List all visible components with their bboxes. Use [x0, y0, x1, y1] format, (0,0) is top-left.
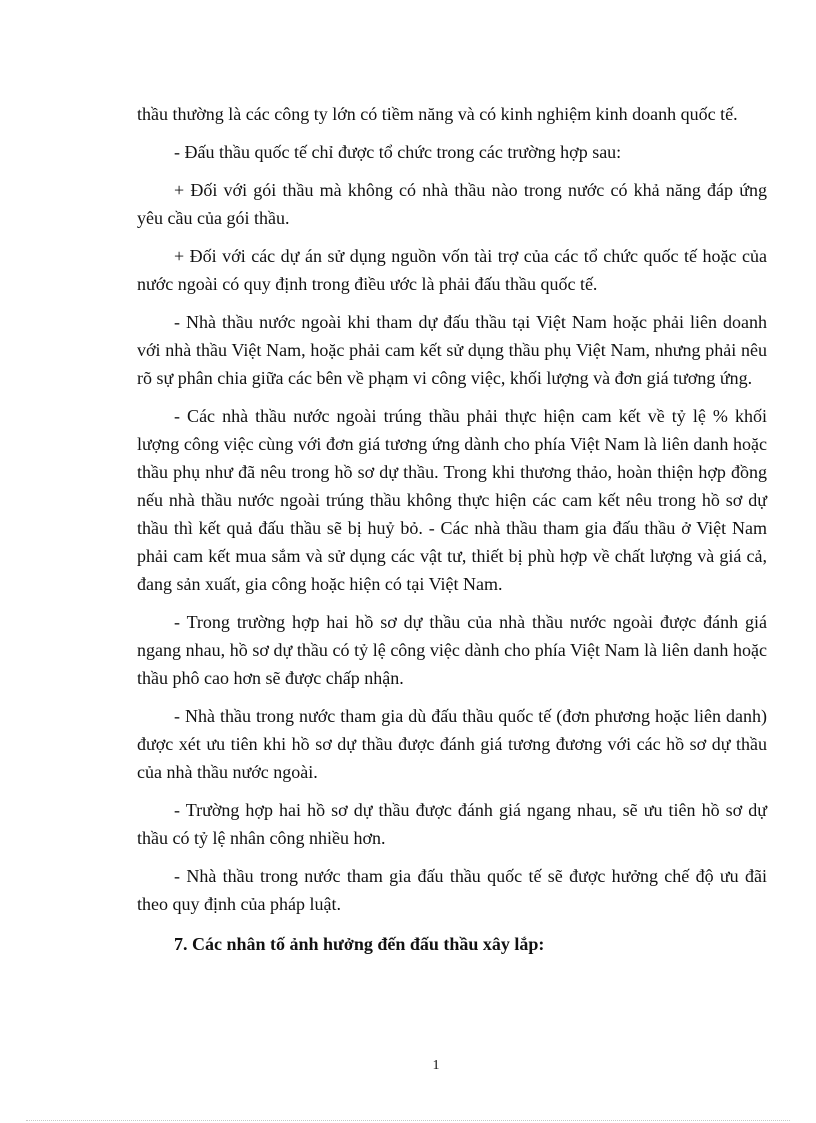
paragraph-foreign-contractor-commitments: - Các nhà thầu nước ngoài trúng thầu phải thực hiện cam kết về tỷ lệ % khối lượng công việc cùng với đơn giá tương ứng dành cho phía Việt Nam là liên danh hoặc thầu phụ như đã nêu trong hồ sơ dự thầu. Trong khi thương thảo, hoàn thiện hợp đồng nếu nhà thầu nước ngoài trúng thầu không thực hiện các cam kết nêu trong hồ sơ dự thầu thì kết quả đấu thầu sẽ bị huỷ bỏ. - Các nhà thầu tham gia đấu thầu ở Việt Nam phải cam kết mua sắm và sử dụng các vật tư, thiết bị phù hợp về chất lượng và giá cả, đang sản xuất, gia công hoặc hiện có tại Việt Nam. — [137, 406, 767, 594]
page-number: 1 — [432, 1058, 440, 1073]
page-bottom-divider — [26, 1120, 790, 1121]
section-heading: 7. Các nhân tố ảnh hưởng đến đấu thầu xây lắp: — [174, 934, 545, 954]
paragraph-continuation: thầu thường là các công ty lớn có tiềm năng và có kinh nghiệm kinh doanh quốc tế. — [137, 104, 738, 124]
document-body — [137, 100, 767, 958]
paragraph-equal-evaluation-foreign: - Trong trường hợp hai hồ sơ dự thầu của nhà thầu nước ngoài được đánh giá ngang nhau, hồ sơ dự thầu có tỷ lệ công việc dành cho phía Việt Nam là liên danh hoặc thầu phô cao hơn sẽ được chấp nhận. — [137, 612, 767, 688]
paragraph-foreign-contractor-joint-venture: - Nhà thầu nước ngoài khi tham dự đấu thầu tại Việt Nam hoặc phải liên doanh với nhà thầu Việt Nam, hoặc phải cam kết sử dụng thầu phụ Việt Nam, nhưng phải nêu rõ sự phân chia giữa các bên về phạm vi công việc, khối lượng và đơn giá tương ứng. — [137, 312, 767, 388]
paragraph-international-bidding-cases: - Đấu thầu quốc tế chỉ được tổ chức trong các trường hợp sau: — [174, 142, 622, 162]
paragraph-domestic-priority: - Nhà thầu trong nước tham gia dù đấu thầu quốc tế (đơn phương hoặc liên danh) được xét ưu tiên khi hồ sơ dự thầu được đánh giá tương đương với các hồ sơ dự thầu của nhà thầu nước ngoài. — [137, 706, 767, 782]
paragraph-case-no-domestic-capacity: + Đối với gói thầu mà không có nhà thầu nào trong nước có khả năng đáp ứng yêu cầu của gói thầu. — [137, 180, 767, 228]
paragraph-domestic-incentives: - Nhà thầu trong nước tham gia đấu thầu quốc tế sẽ được hưởng chế độ ưu đãi theo quy định của pháp luật. — [137, 866, 767, 914]
paragraph-labor-priority: - Trường hợp hai hồ sơ dự thầu được đánh giá ngang nhau, sẽ ưu tiên hồ sơ dự thầu có tỷ lệ nhân công nhiều hơn. — [137, 800, 767, 848]
paragraph-case-foreign-funding: + Đối với các dự án sử dụng nguồn vốn tài trợ của các tổ chức quốc tế hoặc của nước ngoài có quy định trong điều ước là phải đấu thầu quốc tế. — [137, 246, 767, 294]
